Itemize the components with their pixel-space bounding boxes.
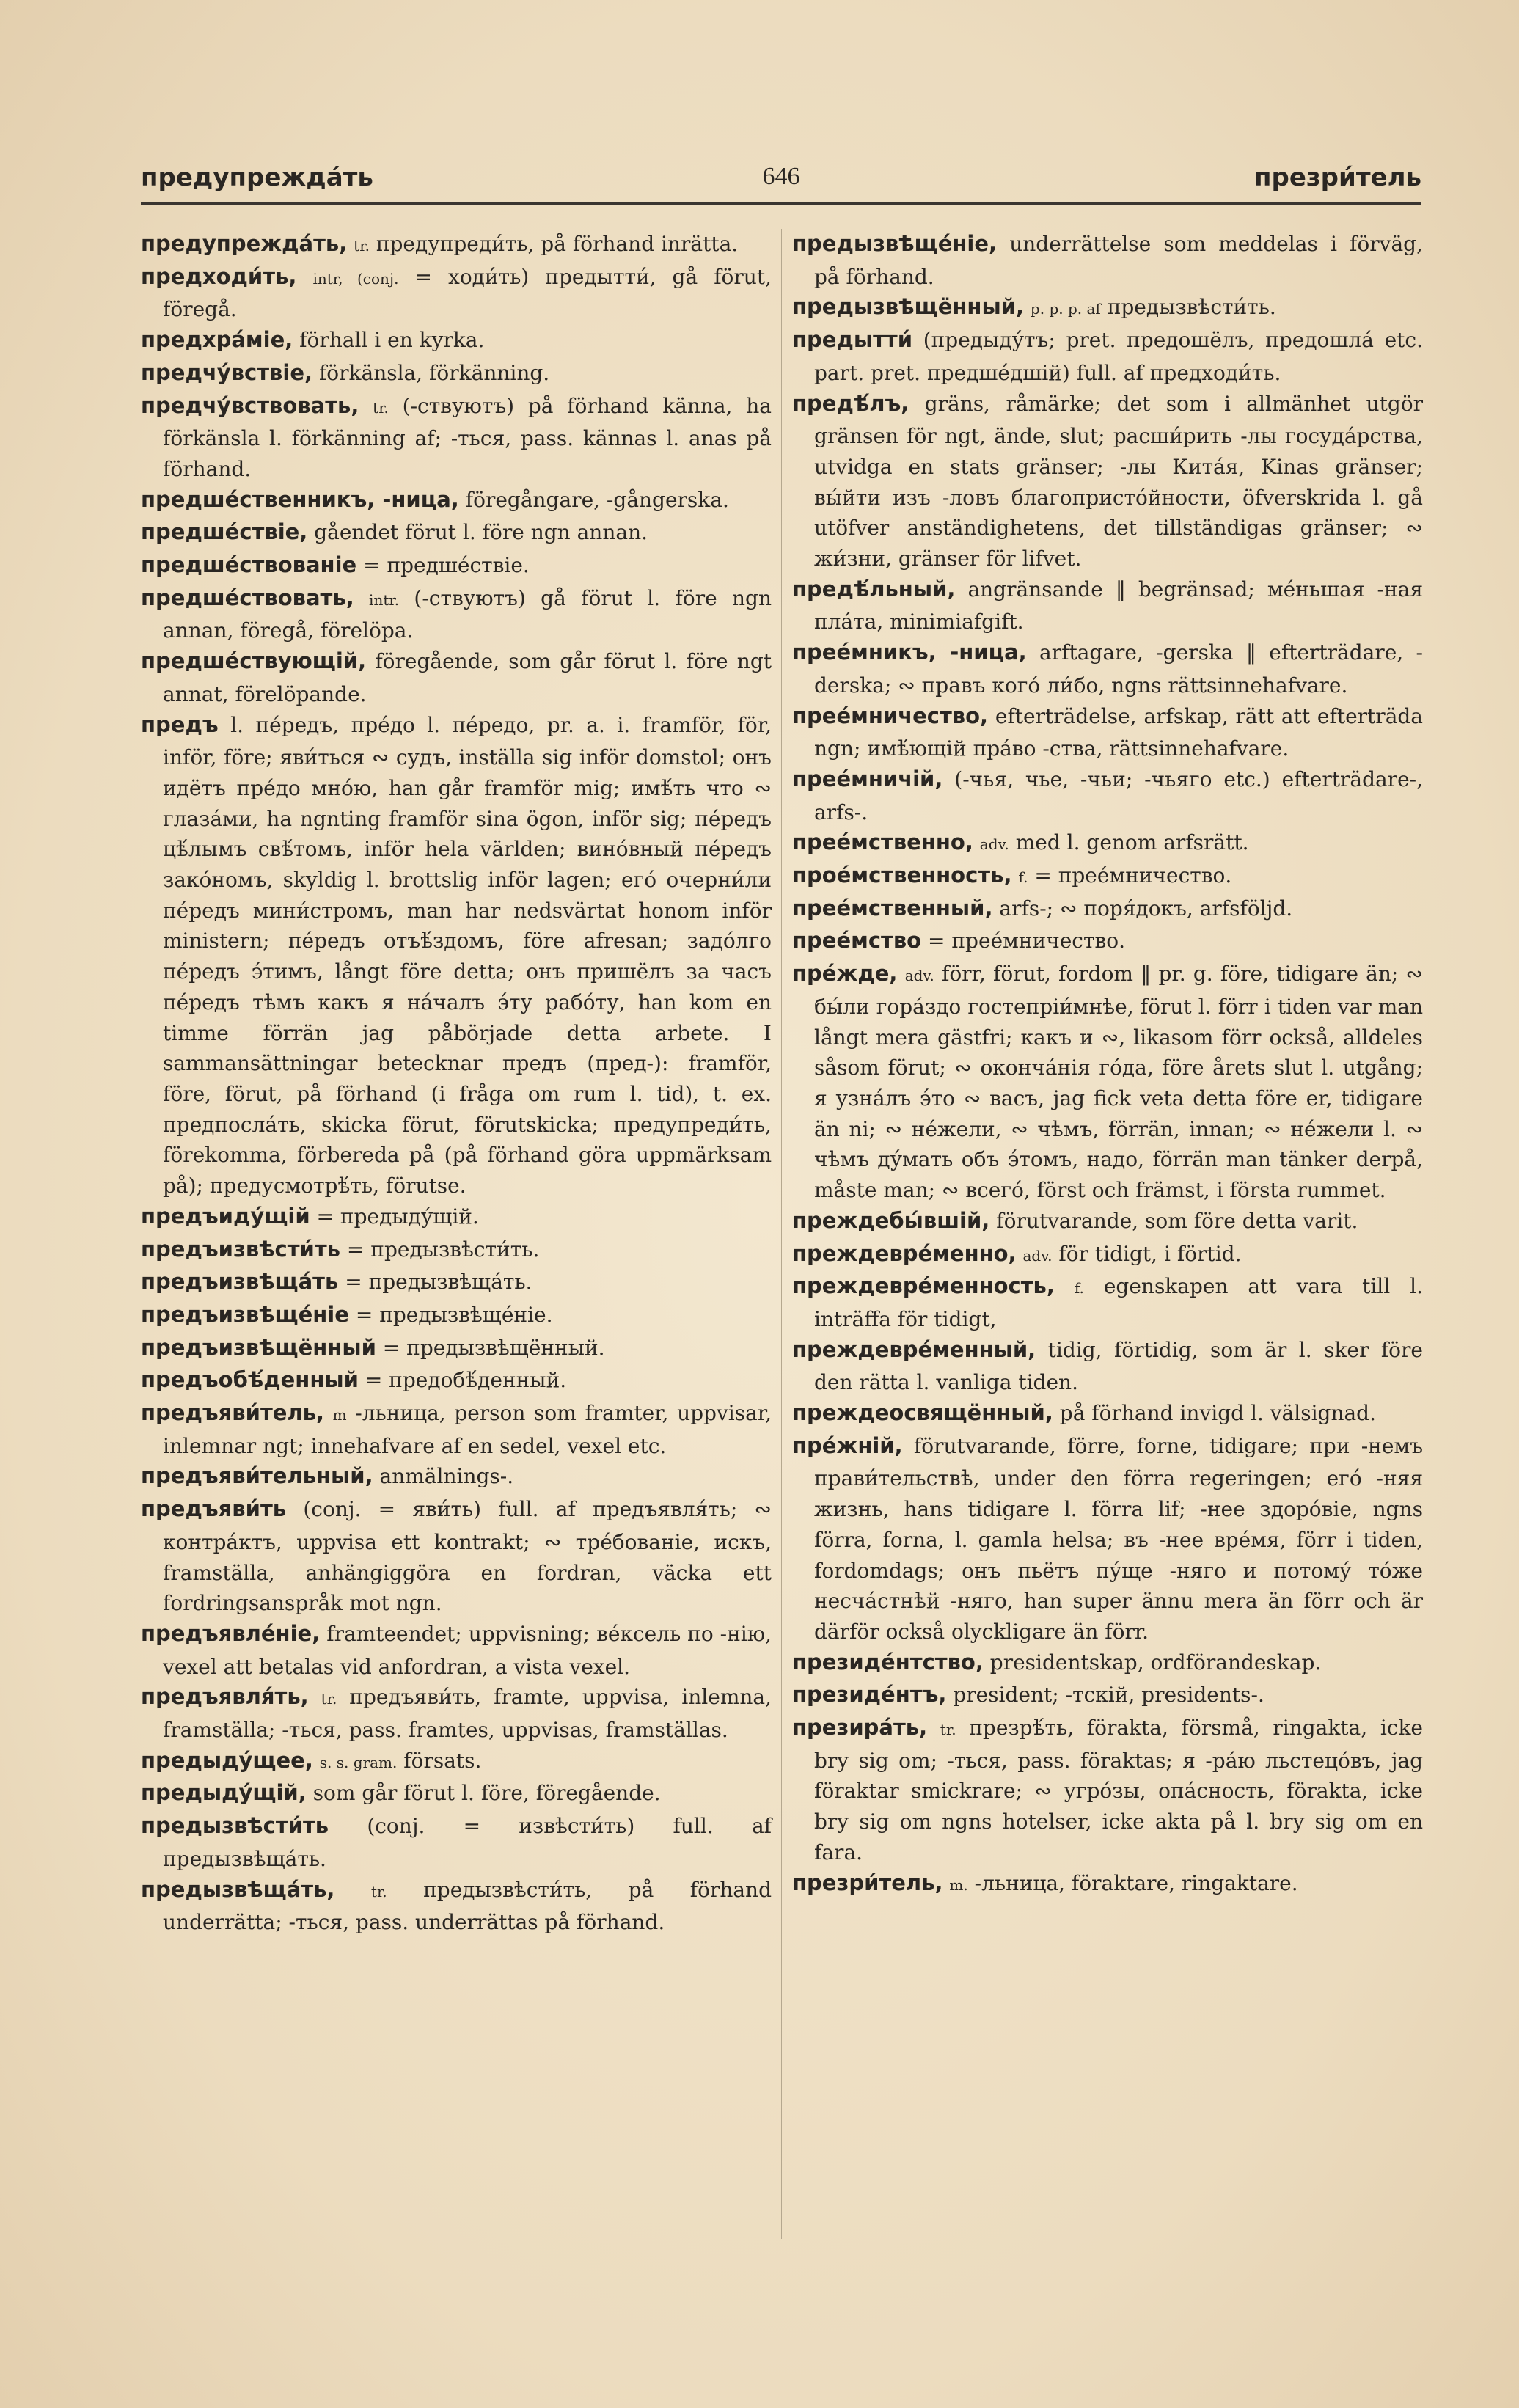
entry-headword: презри́тель, (792, 1870, 943, 1895)
entry-grammar-label: adv. (979, 835, 1009, 854)
entry-grammar-label: tr. (373, 398, 389, 417)
entry-definition: (conj. = яви́ть) full. af предъявля́ть; ∾ контрáктъ, uppvisa ett kontrakt; ∾ трéбованіе, искъ, framställa, anhängiggöra en fordran, väcka ett fordringsanspråk mot ngn. (163, 1497, 772, 1616)
entry-definition: förutvarande, som före detta varit. (996, 1208, 1358, 1233)
dictionary-entry (792, 1868, 1423, 1901)
entry-definition: предызвѣсти́ть, på förhand underrätta; -ться, pass. underrättas på förhand. (163, 1877, 772, 1935)
entry-definition: = ходи́ть) предытти́, gå förut, föregå. (163, 264, 772, 322)
page-number: 646 (762, 163, 800, 190)
entry-definition: arftagare, -gerska ‖ efterträdare, -derska; ∾ правъ когó ли́бо, ngns rättsinnehafvare. (814, 640, 1423, 698)
dictionary-entry (792, 959, 1423, 1206)
header-right-headword: презри́тель (1254, 163, 1421, 192)
entry-definition: för tidigt, i förtid. (1058, 1241, 1242, 1266)
entry-headword: предшéствіе, (141, 519, 308, 545)
entry-definition: gåendet förut l. före ngn annan. (314, 520, 648, 545)
running-header (141, 163, 1421, 200)
entry-headword: презирáть, (792, 1715, 928, 1741)
entry-grammar-label: m (332, 1406, 347, 1424)
dictionary-entry (792, 389, 1423, 574)
dictionary-entry (141, 229, 772, 262)
entry-definition: (-ствуютъ) gå förut l. före ngn annan, föregå, förelöpa. (163, 585, 772, 643)
entry-headword: предшéствованіе (141, 552, 357, 578)
entry-definition: anmälnings-. (379, 1464, 514, 1489)
dictionary-entry (141, 646, 772, 709)
entry-definition: arfs-; ∾ поря́докъ, arfsföljd. (999, 896, 1293, 921)
entry-definition: efterträdelse, arfskap, rätt att efterträda ngn; имѣ́ющій прáво -ства, rättsinnehafvare. (814, 703, 1423, 761)
entry-definition: = предшéствіе. (363, 553, 530, 578)
dictionary-entry (792, 292, 1423, 325)
entry-headword: предъиду́щій (141, 1203, 310, 1229)
dictionary-entry (141, 1398, 772, 1461)
dictionary-entry (792, 1647, 1423, 1680)
entry-definition: president; -тскій, presidents-. (953, 1683, 1264, 1708)
entry-definition: (-ствуютъ) på förhand känna, ha förkänsla l. förkänning af; -ться, pass. kännas l. anas på förhand. (163, 393, 772, 481)
entry-grammar-label: tr. (370, 1882, 387, 1900)
dictionary-entry (792, 764, 1423, 827)
entry-definition: предъяви́ть, framte, uppvisa, inlemna, framställa; -ться, pass. framtes, uppvisas, framställas. (163, 1685, 772, 1743)
dictionary-entry (141, 1619, 772, 1682)
dictionary-entry (141, 517, 772, 550)
entry-headword: предхрáміе, (141, 327, 293, 353)
left-column (141, 229, 772, 1938)
entry-grammar-label: adv. (1022, 1246, 1053, 1265)
dictionary-entry (792, 325, 1423, 388)
dictionary-entry (141, 358, 772, 391)
dictionary-entry (141, 1300, 772, 1333)
entry-definition: = преéмничество. (1034, 863, 1232, 888)
entry-headword: предчу́вствіе, (141, 359, 313, 385)
entry-definition: förkänsla, förkänning. (318, 360, 550, 385)
entry-headword: предъобѣ́денный (141, 1367, 359, 1393)
entry-headword: предызвѣсти́ть (141, 1813, 329, 1839)
entry-headword: предъизвѣщéніе (141, 1301, 349, 1327)
entry-headword: предшéствующій, (141, 648, 367, 674)
entry-definition: förutvarande, förre, forne, tidigare; при -немъ прави́тельствѣ, under den förra regeringen; егó -няя жизнь, hans tidigare l. förra lif; -нее здорóвіе, ngns förra, forna, l. gamla helsa; въ -нее врéмя, förr i tiden, fordomdags; онъ пьётъ пу́ще -няго и потому́ тóже несчáстнѣй -няго, han super ännu mera än förr och är därför också olyckligare än förr. (814, 1433, 1424, 1644)
entry-definition: = предыду́щій. (316, 1204, 479, 1229)
dictionary-entry (792, 1398, 1423, 1431)
dictionary-entry (792, 1239, 1423, 1272)
entry-definition: förr, förut, fordom ‖ pr. g. före, tidigare än; ∾ бы́ли горáздо гостепріи́мнѣе, förut l. förr i tiden var man långt mera gästfri; какъ и ∾, likasom förr också, alldeles såsom förut; ∾ окончáнія гóда, före årets slut l. utgång; я узнáлъ э́то ∾ васъ, jag fick veta detta före er, tidigare än ni; ∾ нéжели, ∾ чѣмъ, förrän, innan; ∾ нéжели l. ∾ чѣмъ ду́мать объ э́томъ, надо, förrän man tänker derpå, måste man; ∾ всегó, först och främst, i första rummet. (814, 962, 1423, 1203)
header-rule (141, 202, 1421, 205)
entry-definition: предупреди́ть, på förhand inrätta. (376, 232, 739, 256)
entry-definition: -льница, föraktare, ringaktare. (974, 1870, 1298, 1895)
entry-grammar-label: tr. (354, 237, 370, 255)
entry-definition: gräns, råmärke; det som i allmänhet utgör gränsen för ngt, ände, slut; расши́рить -лы госудáрства, utvidga en stats gränser; -лы Китáя, Kinas gränser; вы́йти изъ -ловъ благопристóйности, öfverskrida l. gå utöfver anständighetens, det tillständigas gränser; ∾ жи́зни, gränser för lifvet. (814, 391, 1423, 571)
entry-grammar-label: adv. (904, 967, 934, 985)
entry-definition: egenskapen att vara till l. inträffa för tidigt, (814, 1274, 1423, 1331)
entry-grammar-label: s. s. gram. (319, 1753, 398, 1771)
entry-headword: преéмственно, (792, 830, 973, 855)
entry-headword: предъявлéніе, (141, 1620, 321, 1646)
dictionary-entry (792, 1680, 1423, 1713)
entry-headword: предчу́вствовать, (141, 392, 359, 418)
entry-headword: предызвѣщённый, (792, 294, 1025, 320)
entry-headword: предъяви́тель, (141, 1400, 325, 1426)
entry-headword: президéнтство, (792, 1649, 984, 1675)
entry-headword: предыду́щее, (141, 1747, 313, 1773)
entry-headword: преéмничество, (792, 703, 989, 728)
dictionary-entry (792, 827, 1423, 860)
dictionary-entry (141, 485, 772, 518)
entry-headword: преждеврéменность, (792, 1273, 1055, 1299)
entry-headword: предъяви́ть (141, 1496, 287, 1522)
entry-headword: предъизвѣсти́ть (141, 1236, 341, 1262)
entry-headword: предъявля́ть, (141, 1684, 309, 1710)
dictionary-entry (141, 710, 772, 1201)
dictionary-entry (141, 1811, 772, 1874)
entry-headword: предѣ́лъ, (792, 390, 909, 416)
entry-definition: underrättelse som meddelas i förväg, på förhand. (814, 232, 1424, 289)
dictionary-entry (141, 1333, 772, 1366)
entry-definition: framteendet; uppvisning; вéксель по -нію, vexel att betalas vid anfordran, a vista vexel. (163, 1621, 772, 1679)
dictionary-entry (141, 1267, 772, 1300)
entry-definition: tidig, förtidig, som är l. sker före den rätta l. vanliga tiden. (814, 1337, 1423, 1395)
entry-definition: angränsande ‖ begränsad; мéньшая -ная плáта, minimiafgift. (814, 577, 1424, 634)
entry-headword: предытти́ (792, 327, 913, 353)
dictionary-entry (792, 574, 1423, 637)
entry-definition: (-чья, чье, -чьи; -чьяго etc.) efterträdare-, arfs-. (814, 766, 1423, 824)
entry-headword: преждеврéменно, (792, 1240, 1017, 1266)
entry-definition: på förhand invigd l. välsignad. (1059, 1401, 1377, 1426)
entry-grammar-label: f. (1074, 1279, 1084, 1298)
entry-definition: som går förut l. före, föregående. (312, 1781, 661, 1806)
dictionary-entry (792, 637, 1423, 700)
entry-definition: = преéмничество. (928, 929, 1125, 954)
entry-grammar-label: p. p. p. af (1030, 300, 1101, 318)
dictionary-entry (141, 325, 772, 358)
entry-grammar-label: f. (1018, 868, 1028, 887)
entry-headword: предшéственникъ, -ница, (141, 486, 459, 512)
entry-headword: предходи́ть, (141, 263, 297, 289)
entry-headword: преéмникъ, -ница, (792, 640, 1027, 665)
entry-definition: = предобѣ́денный. (365, 1368, 567, 1393)
dictionary-entry (792, 229, 1423, 292)
entry-headword: предъизвѣщённый (141, 1334, 376, 1360)
entry-definition: försats. (403, 1748, 482, 1773)
dictionary-entry (141, 1778, 772, 1811)
entry-headword: предъизвѣщáть (141, 1269, 339, 1295)
entry-definition: = предызвѣщённый. (382, 1335, 605, 1360)
entry-grammar-label: tr. (940, 1721, 956, 1739)
entry-definition: = предызвѣщáть. (345, 1270, 532, 1295)
dictionary-entry (792, 1206, 1423, 1239)
dictionary-entry (792, 893, 1423, 926)
dictionary-entry (792, 1271, 1423, 1334)
entry-headword: предызвѣщéніе, (792, 231, 998, 256)
entry-headword: преждеврéменный, (792, 1336, 1036, 1362)
dictionary-entry (141, 1875, 772, 1938)
entry-definition: предызвѣсти́ть. (1107, 295, 1276, 320)
entry-grammar-label: intr, (conj. (312, 269, 399, 288)
entry-definition: l. пéредъ, прéдо l. пéредо, pr. a. i. framför, för, inför, före; яви́ться ∾ судъ, inställa sig inför domstol; онъ идётъ прéдо мнóю, han går framför mig; имѣ́ть что ∾ глазáми, ha ngnting framför sina ögon, inför sig; пéредъ цѣ́лымъ свѣ́томъ, inför hela världen; винóвный пéредъ закóномъ, skyldig l. brottslig inför lagen; егó очерни́ли пéредъ мини́стромъ, man har nedsvärtat honom inför ministern; пéредъ отъѣ́здомъ, före afresan; задóлго пéредъ э́тимъ, långt före detta; онъ пришёлъ за часъ пéредъ тѣмъ какъ я нáчалъ э́ту рабóту, han kom en timme förrän jag påbörjade detta arbete. I sammansättningar betecknar предъ (пред-): framför, före, förut, på förhand (i fråga om rum l. tid), t. ex. предпослáть, skicka förut, förutskicka; предупреди́ть, förekomma, förbereda på (på förhand göra uppmärksam på); предусмотрѣ́ть, förutse. (163, 712, 772, 1198)
entry-grammar-label: m. (949, 1875, 968, 1894)
entry-grammar-label: tr. (321, 1690, 337, 1708)
dictionary-entry (792, 1713, 1423, 1868)
entry-headword: преéмство (792, 928, 922, 954)
entry-definition: presidentskap, ordförandeskap. (989, 1650, 1322, 1675)
dictionary-entry (141, 1234, 772, 1267)
entry-headword: проéмственность, (792, 863, 1012, 888)
dictionary-entry (141, 262, 772, 325)
entry-definition: = предызвѣщéніе. (355, 1302, 553, 1327)
dictionary-entry (792, 926, 1423, 959)
entry-definition: föregångare, -gångerska. (465, 487, 729, 512)
entry-headword: предупреждáть, (141, 231, 348, 256)
entry-headword: преждебы́вшій, (792, 1207, 990, 1233)
entry-definition: = предызвѣсти́ть. (346, 1237, 540, 1262)
entry-definition: föregående, som går förut l. före ngt annat, förelöpande. (163, 649, 772, 706)
entry-headword: преéмственный, (792, 895, 993, 921)
entry-headword: предъ (141, 711, 219, 737)
entry-definition: -льница, person som framter, uppvisar, inlemnar ngt; innehafvare af en sedel, vexel etc. (163, 1401, 772, 1458)
entry-headword: прéжній, (792, 1432, 903, 1458)
entry-headword: предызвѣщáть, (141, 1876, 335, 1902)
right-column (792, 229, 1423, 1900)
entry-definition: презрѣ́ть, förakta, försmå, ringakta, icke bry sig om; -ться, pass. föraktas; я -рáю льстецóвъ, jag föraktar smickrare; ∾ угрóзы, опáсность, förakta, icke bry sig om ngns hotelser, icke akta på l. bry sig om en fara. (814, 1716, 1423, 1864)
entry-headword: преéмничій, (792, 766, 943, 791)
dictionary-entry (141, 1494, 772, 1619)
entry-headword: предъяви́тельный, (141, 1463, 373, 1489)
header-left-headword: предупреждáть (141, 163, 373, 192)
entry-headword: предыду́щій, (141, 1780, 307, 1806)
entry-definition: med l. genom arfsrätt. (1015, 830, 1249, 855)
dictionary-entry (141, 1201, 772, 1234)
dictionary-entry (141, 1461, 772, 1494)
dictionary-entry (141, 1365, 772, 1398)
entry-headword: преждеосвящённый, (792, 1400, 1053, 1426)
column-separator (781, 229, 782, 2239)
dictionary-entry (141, 583, 772, 646)
dictionary-entry (141, 550, 772, 583)
dictionary-entry (141, 1682, 772, 1745)
entry-headword: президéнтъ, (792, 1682, 947, 1708)
entry-headword: прéжде, (792, 961, 898, 987)
entry-grammar-label: intr. (369, 590, 400, 609)
entry-headword: предшéствовать, (141, 585, 354, 610)
entry-definition: förhall i en kyrka. (299, 328, 485, 353)
entry-headword: предѣ́льный, (792, 576, 956, 601)
dictionary-entry (792, 1335, 1423, 1398)
entry-definition: (предыду́тъ; pret. предошёлъ, предошлá etc. part. pret. предшéдшій) full. af предходи́ть. (814, 328, 1423, 385)
dictionary-entry (792, 1431, 1423, 1647)
dictionary-entry (792, 701, 1423, 764)
entry-definition: (conj. = извѣсти́ть) full. af предызвѣщáть. (163, 1814, 772, 1871)
dictionary-entry (141, 391, 772, 485)
dictionary-entry (141, 1746, 772, 1779)
dictionary-entry (792, 860, 1423, 893)
